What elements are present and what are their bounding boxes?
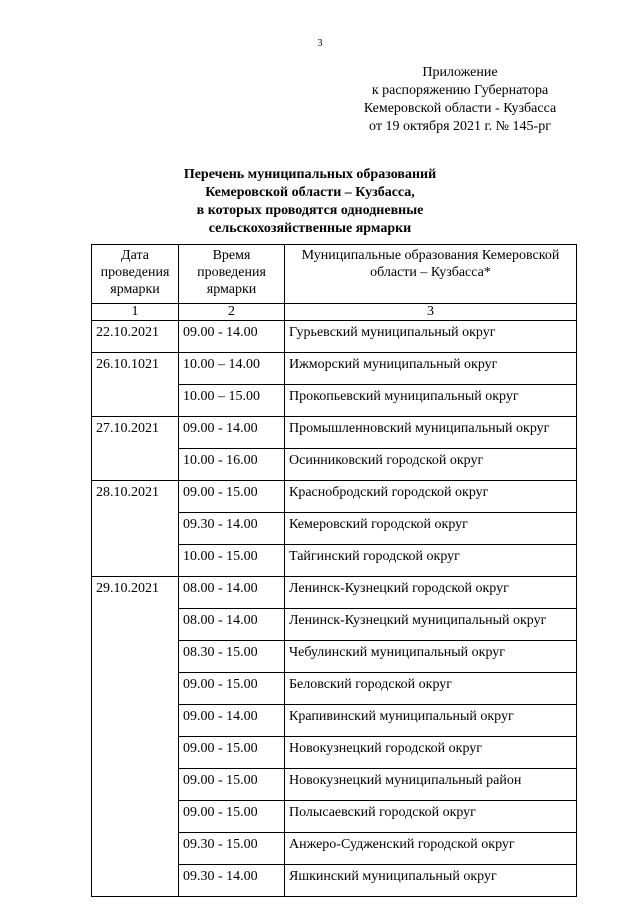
table-header-row — [92, 245, 577, 304]
cell-time: 10.00 - 15.00 — [179, 545, 285, 577]
table-row — [92, 353, 577, 385]
title-line-4: сельскохозяйственные ярмарки — [208, 221, 412, 236]
table-row — [92, 545, 577, 577]
table-row — [92, 577, 577, 609]
cell-municipality: Краснобродский городской округ — [285, 481, 577, 513]
table-row — [92, 641, 577, 673]
cell-municipality: Ижморский муниципальный округ — [285, 353, 577, 385]
title-line-1: Перечень муниципальных образований — [183, 167, 437, 182]
appendix-line-4: от 19 октября 2021 г. № 145-рг — [369, 119, 551, 134]
cell-time: 09.00 - 14.00 — [179, 417, 285, 449]
cell-time: 10.00 – 14.00 — [179, 353, 285, 385]
title-line-3: в которых проводятся однодневные — [196, 203, 424, 218]
cell-time: 09.00 - 15.00 — [179, 673, 285, 705]
appendix-line-2: к распоряжению Губернатора — [371, 83, 549, 98]
cell-time: 10.00 - 16.00 — [179, 449, 285, 481]
cell-date: 27.10.2021 — [92, 417, 179, 449]
table-row — [92, 705, 577, 737]
cell-municipality: Беловский городской округ — [285, 673, 577, 705]
cell-time: 09.00 - 14.00 — [179, 321, 285, 353]
cell-municipality: Новокузнецкий городской округ — [285, 737, 577, 769]
table-body — [92, 321, 577, 897]
table-row — [92, 513, 577, 545]
cell-date: 29.10.2021 — [92, 577, 179, 609]
cell-municipality: Новокузнецкий муниципальный район — [285, 769, 577, 801]
cell-municipality: Яшкинский муниципальный округ — [285, 865, 577, 897]
header-date: Дата проведения ярмарки — [92, 245, 179, 304]
table-row — [92, 385, 577, 417]
table-row — [92, 449, 577, 481]
column-number-row — [92, 304, 577, 321]
table-row — [92, 321, 577, 353]
document-title — [90, 166, 530, 238]
cell-municipality: Крапивинский муниципальный округ — [285, 705, 577, 737]
cell-municipality: Осинниковский городской округ — [285, 449, 577, 481]
appendix-line-3: Кемеровской области - Кузбасса — [363, 101, 557, 116]
column-number-1: 1 — [92, 304, 179, 321]
cell-date — [92, 737, 179, 769]
cell-municipality: Полысаевский городской округ — [285, 801, 577, 833]
cell-time: 08.00 - 14.00 — [179, 609, 285, 641]
cell-date — [92, 449, 179, 481]
cell-date — [92, 609, 179, 641]
table-row — [92, 417, 577, 449]
cell-time: 09.00 - 15.00 — [179, 481, 285, 513]
cell-time: 09.00 - 14.00 — [179, 705, 285, 737]
cell-date: 28.10.2021 — [92, 481, 179, 513]
cell-date — [92, 641, 179, 673]
table-row — [92, 673, 577, 705]
cell-time: 09.00 - 15.00 — [179, 801, 285, 833]
cell-time: 09.30 - 14.00 — [179, 513, 285, 545]
cell-time: 10.00 – 15.00 — [179, 385, 285, 417]
cell-municipality: Чебулинский муниципальный округ — [285, 641, 577, 673]
cell-time: 09.30 - 14.00 — [179, 865, 285, 897]
table-row — [92, 737, 577, 769]
table-row — [92, 481, 577, 513]
cell-municipality: Кемеровский городской округ — [285, 513, 577, 545]
cell-date — [92, 865, 179, 897]
cell-municipality: Анжеро-Судженский городской округ — [285, 833, 577, 865]
cell-municipality: Гурьевский муниципальный округ — [285, 321, 577, 353]
cell-municipality: Промышленновский муниципальный округ — [285, 417, 577, 449]
cell-date — [92, 801, 179, 833]
title-line-2: Кемеровской области – Кузбасса, — [205, 185, 415, 200]
cell-date: 22.10.2021 — [92, 321, 179, 353]
header-time: Время проведения ярмарки — [179, 245, 285, 304]
cell-municipality: Тайгинский городской округ — [285, 545, 577, 577]
column-number-3: 3 — [285, 304, 577, 321]
appendix-header — [330, 64, 590, 136]
cell-date — [92, 385, 179, 417]
table-row — [92, 801, 577, 833]
cell-time: 08.30 - 15.00 — [179, 641, 285, 673]
cell-time: 09.00 - 15.00 — [179, 737, 285, 769]
table-row — [92, 609, 577, 641]
table-row — [92, 865, 577, 897]
cell-time: 09.30 - 15.00 — [179, 833, 285, 865]
fairs-table — [91, 244, 577, 897]
cell-date — [92, 705, 179, 737]
cell-municipality: Ленинск-Кузнецкий городской округ — [285, 577, 577, 609]
table-row — [92, 833, 577, 865]
cell-date — [92, 673, 179, 705]
header-municipality: Муниципальные образования Кемеровской области – Кузбасса* — [285, 245, 577, 304]
cell-date — [92, 513, 179, 545]
cell-date — [92, 833, 179, 865]
cell-municipality: Ленинск-Кузнецкий муниципальный округ — [285, 609, 577, 641]
page-number: 3 — [317, 38, 323, 49]
cell-time: 09.00 - 15.00 — [179, 769, 285, 801]
cell-municipality: Прокопьевский муниципальный округ — [285, 385, 577, 417]
table-row — [92, 769, 577, 801]
column-number-2: 2 — [179, 304, 285, 321]
cell-date — [92, 769, 179, 801]
cell-time: 08.00 - 14.00 — [179, 577, 285, 609]
cell-date: 26.10.1021 — [92, 353, 179, 385]
cell-date — [92, 545, 179, 577]
appendix-line-1: Приложение — [422, 65, 498, 80]
